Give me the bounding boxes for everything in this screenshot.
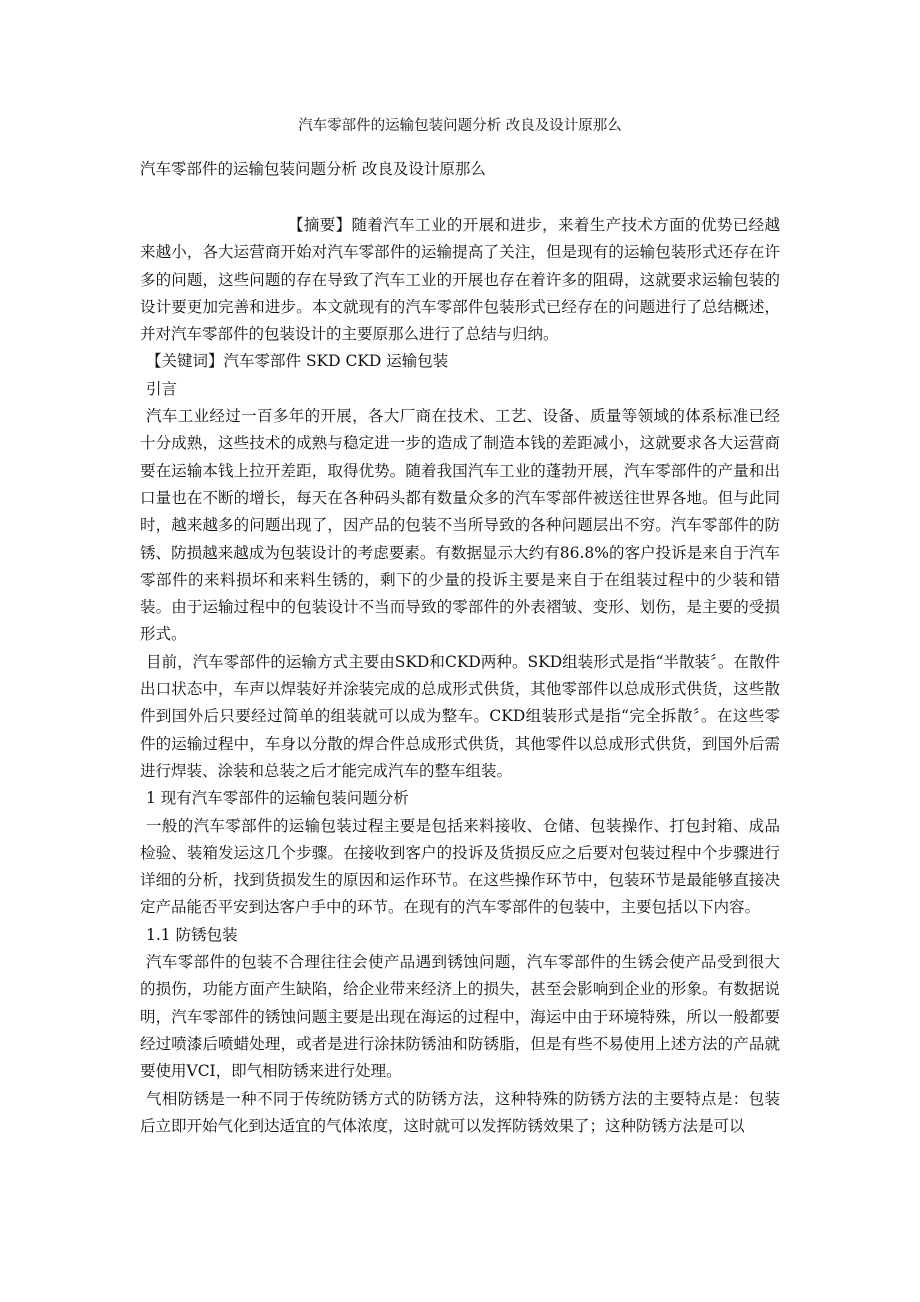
abstract-label: 【摘要】 bbox=[288, 216, 352, 234]
paragraph-section-1: 一般的汽车零部件的运输包装过程主要是包括来料接收、仓储、包装操作、打包封箱、成品检验、装箱发运这几个步骤。在接收到客户的投诉及货损反应之后要对包装过程中个步骤进行详细的分析，找到货损发生的原因和运作环节。在这些操作环节中，包装环节是最能够直接决定产品能否平安到达客户手中的环节。在现有的汽车零部件的包装中，主要包括以下内容。 bbox=[140, 816, 780, 917]
keywords-text: 汽车零部件 SKD CKD 运输包装 bbox=[223, 352, 449, 371]
document-title: 汽车零部件的运输包装问题分析 改良及设计原那么 bbox=[140, 160, 486, 178]
section-heading-1-1: 1.1 防锈包装 bbox=[146, 925, 238, 944]
paragraph-intro-2: 目前，汽车零部件的运输方式主要由SKD和CKD两种。SKD组装形式是指“半散装〞。在散件出口状态中，车声以焊装好并涂装完成的总成形式供货，其他零部件以总成形式供货，这些散件到国外后只要经过简单的组装就可以成为整车。CKD组装形式是指“完全拆散〞。在这些零件的运输过程中，车身以分散的焊合件总成形式供货，其他零件以总成形式供货，到国外后需进行焊装、涂装和总装之后才能完成汽车的整车组装。 bbox=[140, 652, 780, 780]
paragraph-section-1-1-a: 汽车零部件的包装不合理往往会使产品遇到锈蚀问题，汽车零部件的生锈会使产品受到很大的损伤，功能方面产生缺陷，给企业带来经济上的损失，甚至会影响到企业的形象。有数据说明，汽车零部件的锈蚀问题主要是出现在海运的过程中，海运中由于环境特殊，所以一般都要经过喷漆后喷蜡处理，或者是进行涂抹防锈油和防锈脂，但是有些不易使用上述方法的产品就要使用VCI，即气相防锈来进行处理。 bbox=[140, 953, 780, 1081]
keywords-label: 【关键词】 bbox=[146, 352, 224, 371]
paragraph-section-1-1-b: 气相防锈是一种不同于传统防锈方式的防锈方法，这种特殊的防锈方法的主要特点是：包装后立即开始气化到达适宜的气体浓度，这时就可以发挥防锈效果了；这种防锈方法是可以 bbox=[140, 1089, 780, 1135]
section-heading-1: 1 现有汽车零部件的运输包装问题分析 bbox=[146, 789, 409, 808]
abstract-text: 随着汽车工业的开展和进步，来着生产技术方面的优势已经越来越小，各大运营商开始对汽车零部件的运输提高了关注，但是现有的运输包装形式还存在许多的问题，这些问题的存在导致了汽车工业的开展也存在着许多的阻碍，这就要求运输包装的设计要更加完善和进步。本文就现有的汽车零部件包装形式已经存在的问题进行了总结概述，并对汽车零部件的包装设计的主要原那么进行了总结与归纳。 bbox=[140, 216, 780, 344]
abstract-paragraph bbox=[140, 212, 780, 348]
section-heading-intro: 引言 bbox=[146, 379, 178, 398]
keywords-line bbox=[140, 348, 780, 375]
paragraph-intro-1: 汽车工业经过一百多年的开展，各大厂商在技术、工艺、设备、质量等领域的体系标准已经十分成熟，这些技术的成熟与稳定进一步的造成了制造本钱的差距减小，这就要求各大运营商要在运输本钱上拉开差距，取得优势。随着我国汽车工业的蓬勃开展，汽车零部件的产量和出口量也在不断的增长，每天在各种码头都有数量众多的汽车零部件被送往世界各地。但与此同时，越来越多的问题出现了，因产品的包装不当所导致的各种问题层出不穷。汽车零部件的防锈、防损越来越成为包装设计的考虑要素。有数据显示大约有86.8%的客户投诉是来自于汽车零部件的来料损坏和来料生锈的，剩下的少量的投诉主要是来自于在组装过程中的少装和错装。由于运输过程中的包装设计不当而导致的零部件的外表褶皱、变形、划伤，是主要的受损形式。 bbox=[140, 407, 780, 644]
document-body bbox=[140, 212, 780, 1140]
page-header-title: 汽车零部件的运输包装问题分析 改良及设计原那么 bbox=[298, 118, 622, 134]
